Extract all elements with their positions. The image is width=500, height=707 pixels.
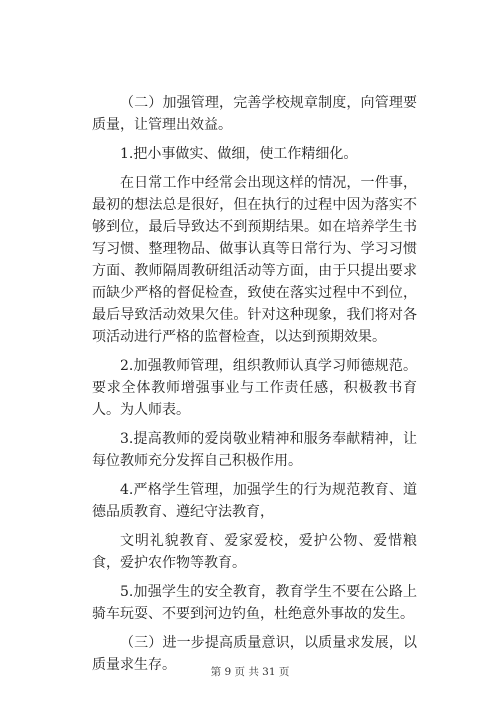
item-4-continued: 文明礼貌教育、爱家爱校，爱护公物、爱惜粮食，爱护农作物等教育。 xyxy=(92,533,417,571)
item-3: 3.提高教师的爱岗敬业精神和服务奉献精神，让每位教师充分发挥自己积极作用。 xyxy=(92,431,417,469)
document-body xyxy=(92,92,417,683)
item-1-heading: 1.把小事做实、做细，使工作精细化。 xyxy=(120,146,358,162)
paragraph-detail: 在日常工作中经常会出现这样的情况，一件事，最初的想法总是很好，但在执行的过程中因为落实不够到位，最后导致达不到预期结果。如在培养学生书写习惯、整理物品、做事认真等日常行为、学习习惯方面、教师隔周教研组活动等方面，由于只提出要求而缺少严格的督促检查，致使在落实过程中不到位，最后导致活动效果欠佳。针对这种现象，我们将对各项活动进行严格的监督检查，以达到预期效果。 xyxy=(92,175,417,345)
section-heading-3: （三）进一步提高质量意识，以质量求发展，以质量求生存。 xyxy=(92,635,417,673)
item-5: 5.加强学生的安全教育，教育学生不要在公路上骑车玩耍、不要到河边钓鱼，杜绝意外事故的发生。 xyxy=(92,584,417,622)
item-4: 4.严格学生管理，加强学生的行为规范教育、道德品质教育、遵纪守法教育， xyxy=(92,482,417,520)
item-2: 2.加强教师管理，组织教师认真学习师德规范。要求全体教师增强事业与工作责任感，积极教书育人。为人师表。 xyxy=(92,358,417,418)
page-number-footer: 第 9 页 共 31 页 xyxy=(210,666,290,678)
section-heading-2: （二）加强管理，完善学校规章制度，向管理要质量，让管理出效益。 xyxy=(92,95,417,133)
